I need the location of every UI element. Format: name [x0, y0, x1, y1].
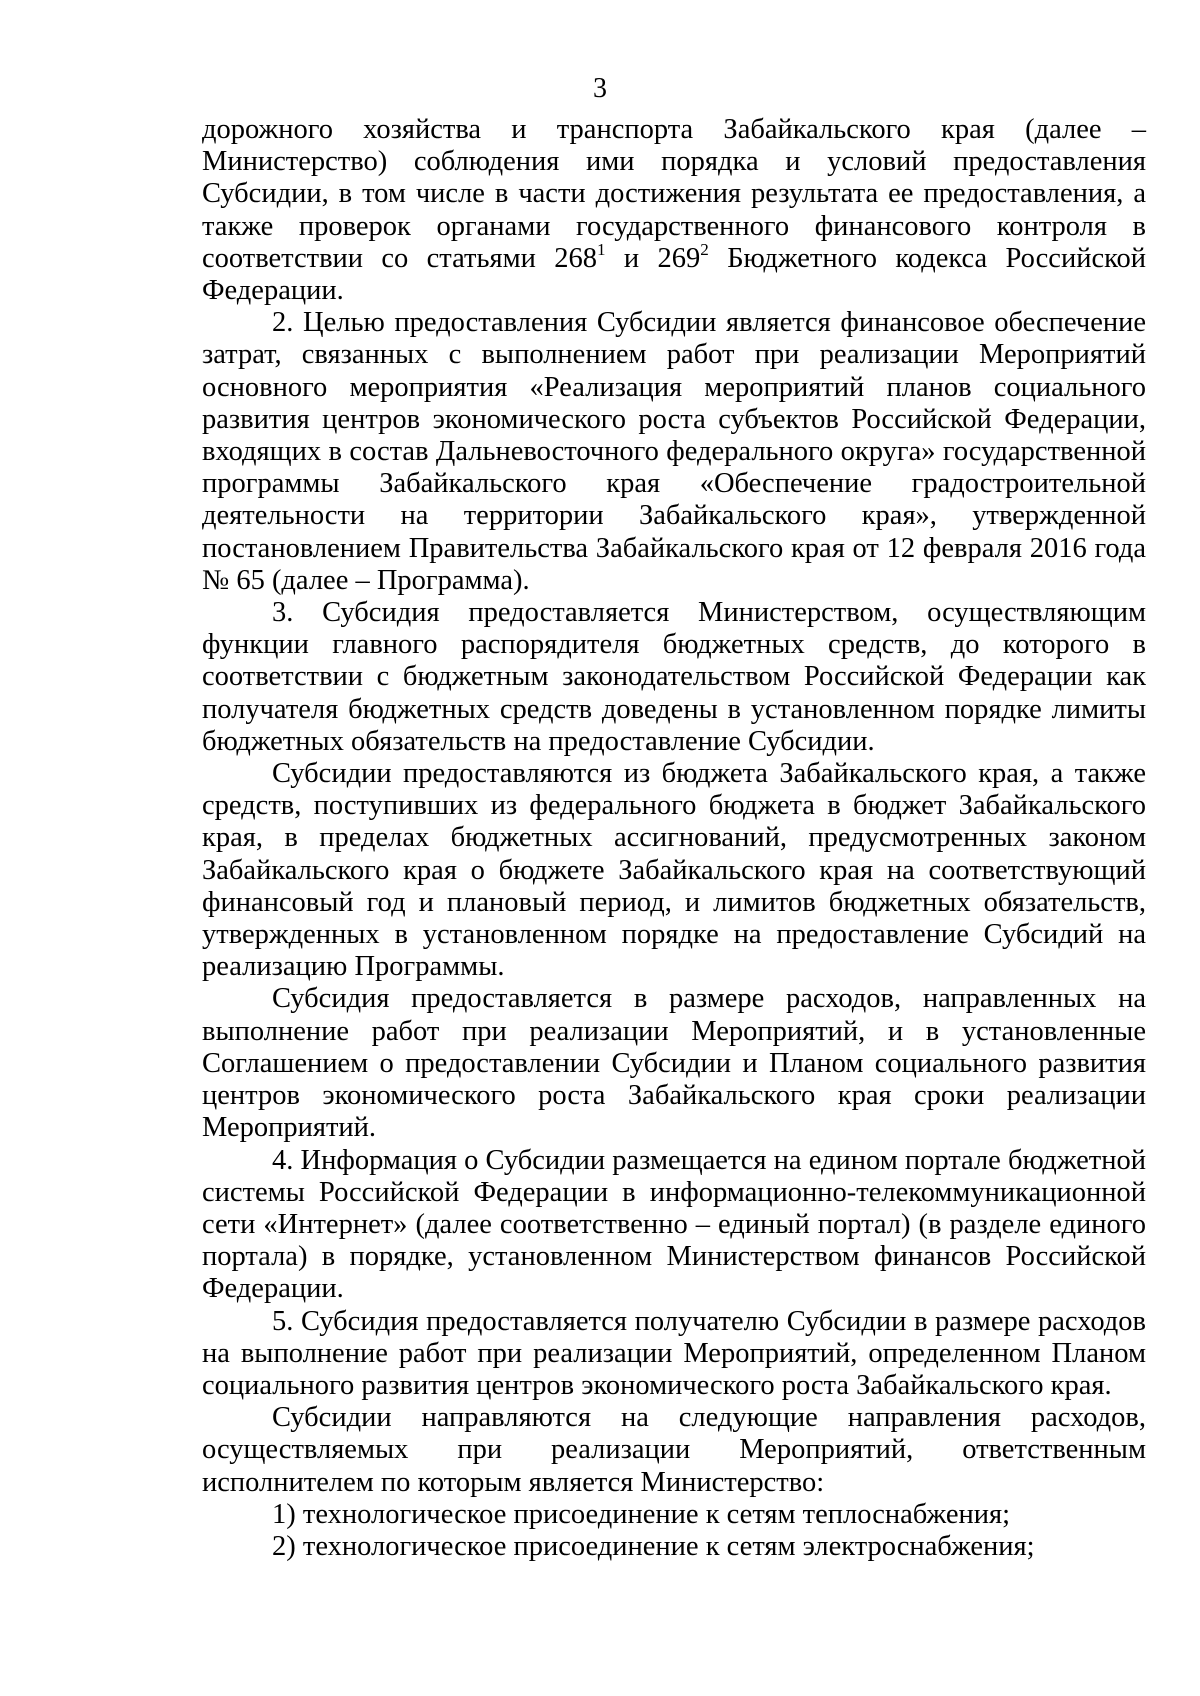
- document-body: [202, 114, 1146, 1563]
- superscript-2: 2: [700, 239, 709, 259]
- paragraph-subsidy-amount: Субсидия предоставляется в размере расходов, направленных на выполнение работ при реализации Мероприятий, и в установленные Соглашением о предоставлении Субсидии и Планом социального развития центров экономического роста Забайкальского края сроки реализации Мероприятий.: [202, 983, 1146, 1144]
- paragraph-item-5: 5. Субсидия предоставляется получателю Субсидии в размере расходов на выполнение работ при реализации Мероприятий, определенном Планом социального развития центров экономического роста Забайкальского края.: [202, 1305, 1146, 1401]
- paragraph-expense-directions: Субсидии направляются на следующие направления расходов, осуществляемых при реализации Мероприятий, ответственным исполнителем по которым является Министерство:: [202, 1402, 1146, 1498]
- paragraph-item-2: 2. Целью предоставления Субсидии является финансовое обеспечение затрат, связанных с выполнением работ при реализации Мероприятий основного мероприятия «Реализация мероприятий планов социального развития центров экономического роста субъектов Российской Федерации, входящих в состав Дальневосточного федерального округа» государственной программы Забайкальского края «Обеспечение градостроительной деятельности на территории Забайкальского края», утвержденной постановлением Правительства Забайкальского края от 12 февраля 2016 года № 65 (далее – Программа).: [202, 307, 1146, 596]
- paragraph-intro: дорожного хозяйства и транспорта Забайкальского края (далее – Министерство) соблюдения ими порядка и условий предоставления Субсидии, в том числе в части достижения результата ее предоставления, а также проверок органами государственного финансового контроля в соответствии со статьями $268^1$ и $269^2$ Бюджетного кодекса Российской Федерации.: [202, 114, 1146, 307]
- page-number: 3: [593, 73, 607, 104]
- list-item-power-supply: 2) технологическое присоединение к сетям электроснабжения;: [272, 1530, 1035, 1562]
- list-item-heat-supply: 1) технологическое присоединение к сетям теплоснабжения;: [272, 1498, 1011, 1530]
- paragraph-item-4: 4. Информация о Субсидии размещается на едином портале бюджетной системы Российской Федерации в информационно-телекоммуникационной сети «Интернет» (далее соответственно – единый портал) (в разделе единого портала) в порядке, установленном Министерством финансов Российской Федерации.: [202, 1144, 1146, 1305]
- paragraph-item-3: 3. Субсидия предоставляется Министерством, осуществляющим функции главного распорядителя бюджетных средств, до которого в соответствии с бюджетным законодательством Российской Федерации как получателя бюджетных средств доведены в установленном порядке лимиты бюджетных обязательств на предоставление Субсидии.: [202, 597, 1146, 757]
- superscript-1: 1: [597, 239, 606, 259]
- paragraph-subsidy-sources: Субсидии предоставляются из бюджета Забайкальского края, а также средств, поступивших из федерального бюджета в бюджет Забайкальского края, в пределах бюджетных ассигнований, предусмотренных законом Забайкальского края о бюджете Забайкальского края на соответствующий финансовый год и плановый период, и лимитов бюджетных обязательств, утвержденных в установленном порядке на предоставление Субсидий на реализацию Программы.: [202, 758, 1146, 983]
